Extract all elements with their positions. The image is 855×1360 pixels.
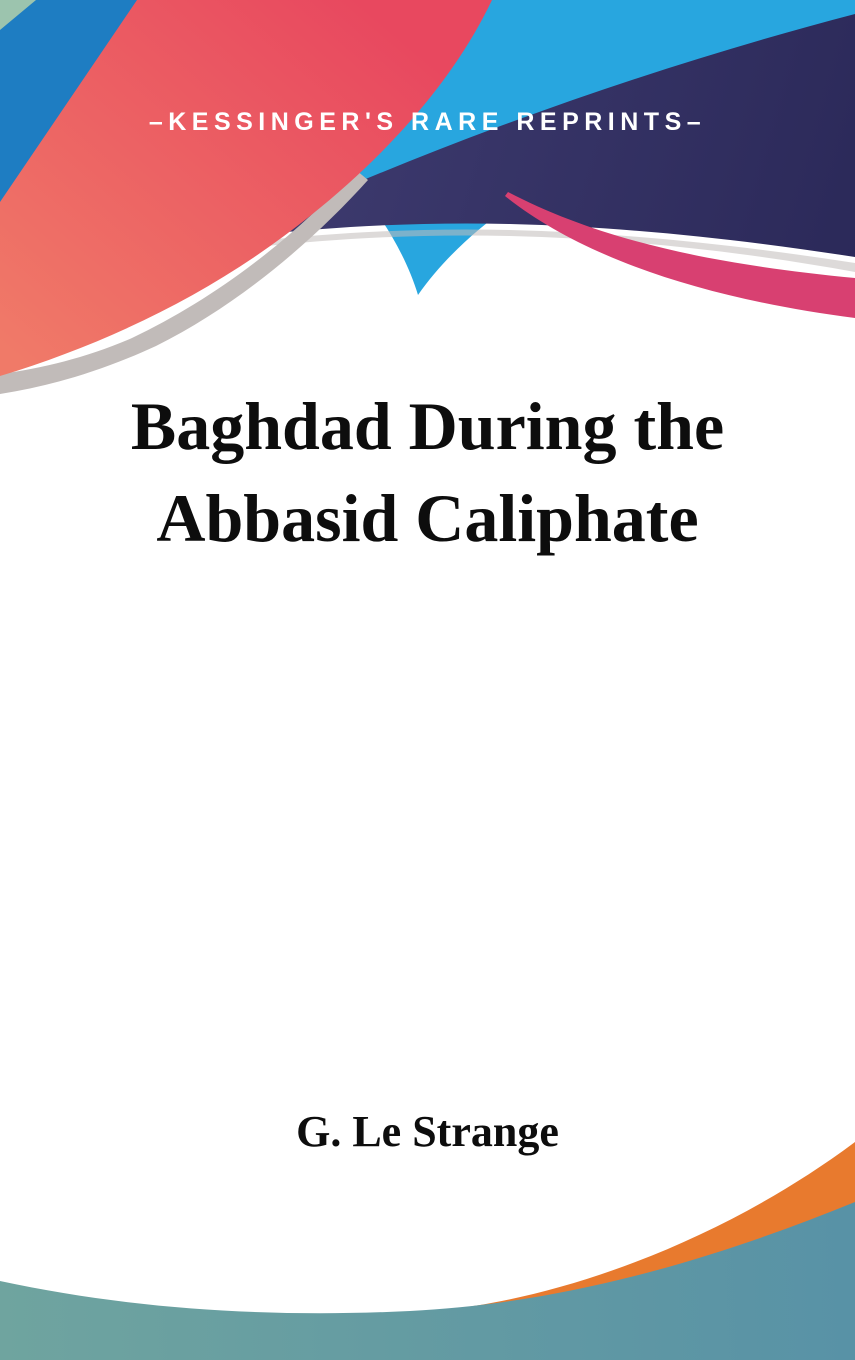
- book-author: G. Le Strange: [296, 1107, 559, 1156]
- book-title-line-2: Abbasid Caliphate: [156, 480, 699, 556]
- publisher-banner: –KESSINGER'S RARE REPRINTS–: [148, 108, 707, 136]
- book-title: [0, 380, 855, 564]
- book-title-line-1: Baghdad During the: [130, 388, 725, 464]
